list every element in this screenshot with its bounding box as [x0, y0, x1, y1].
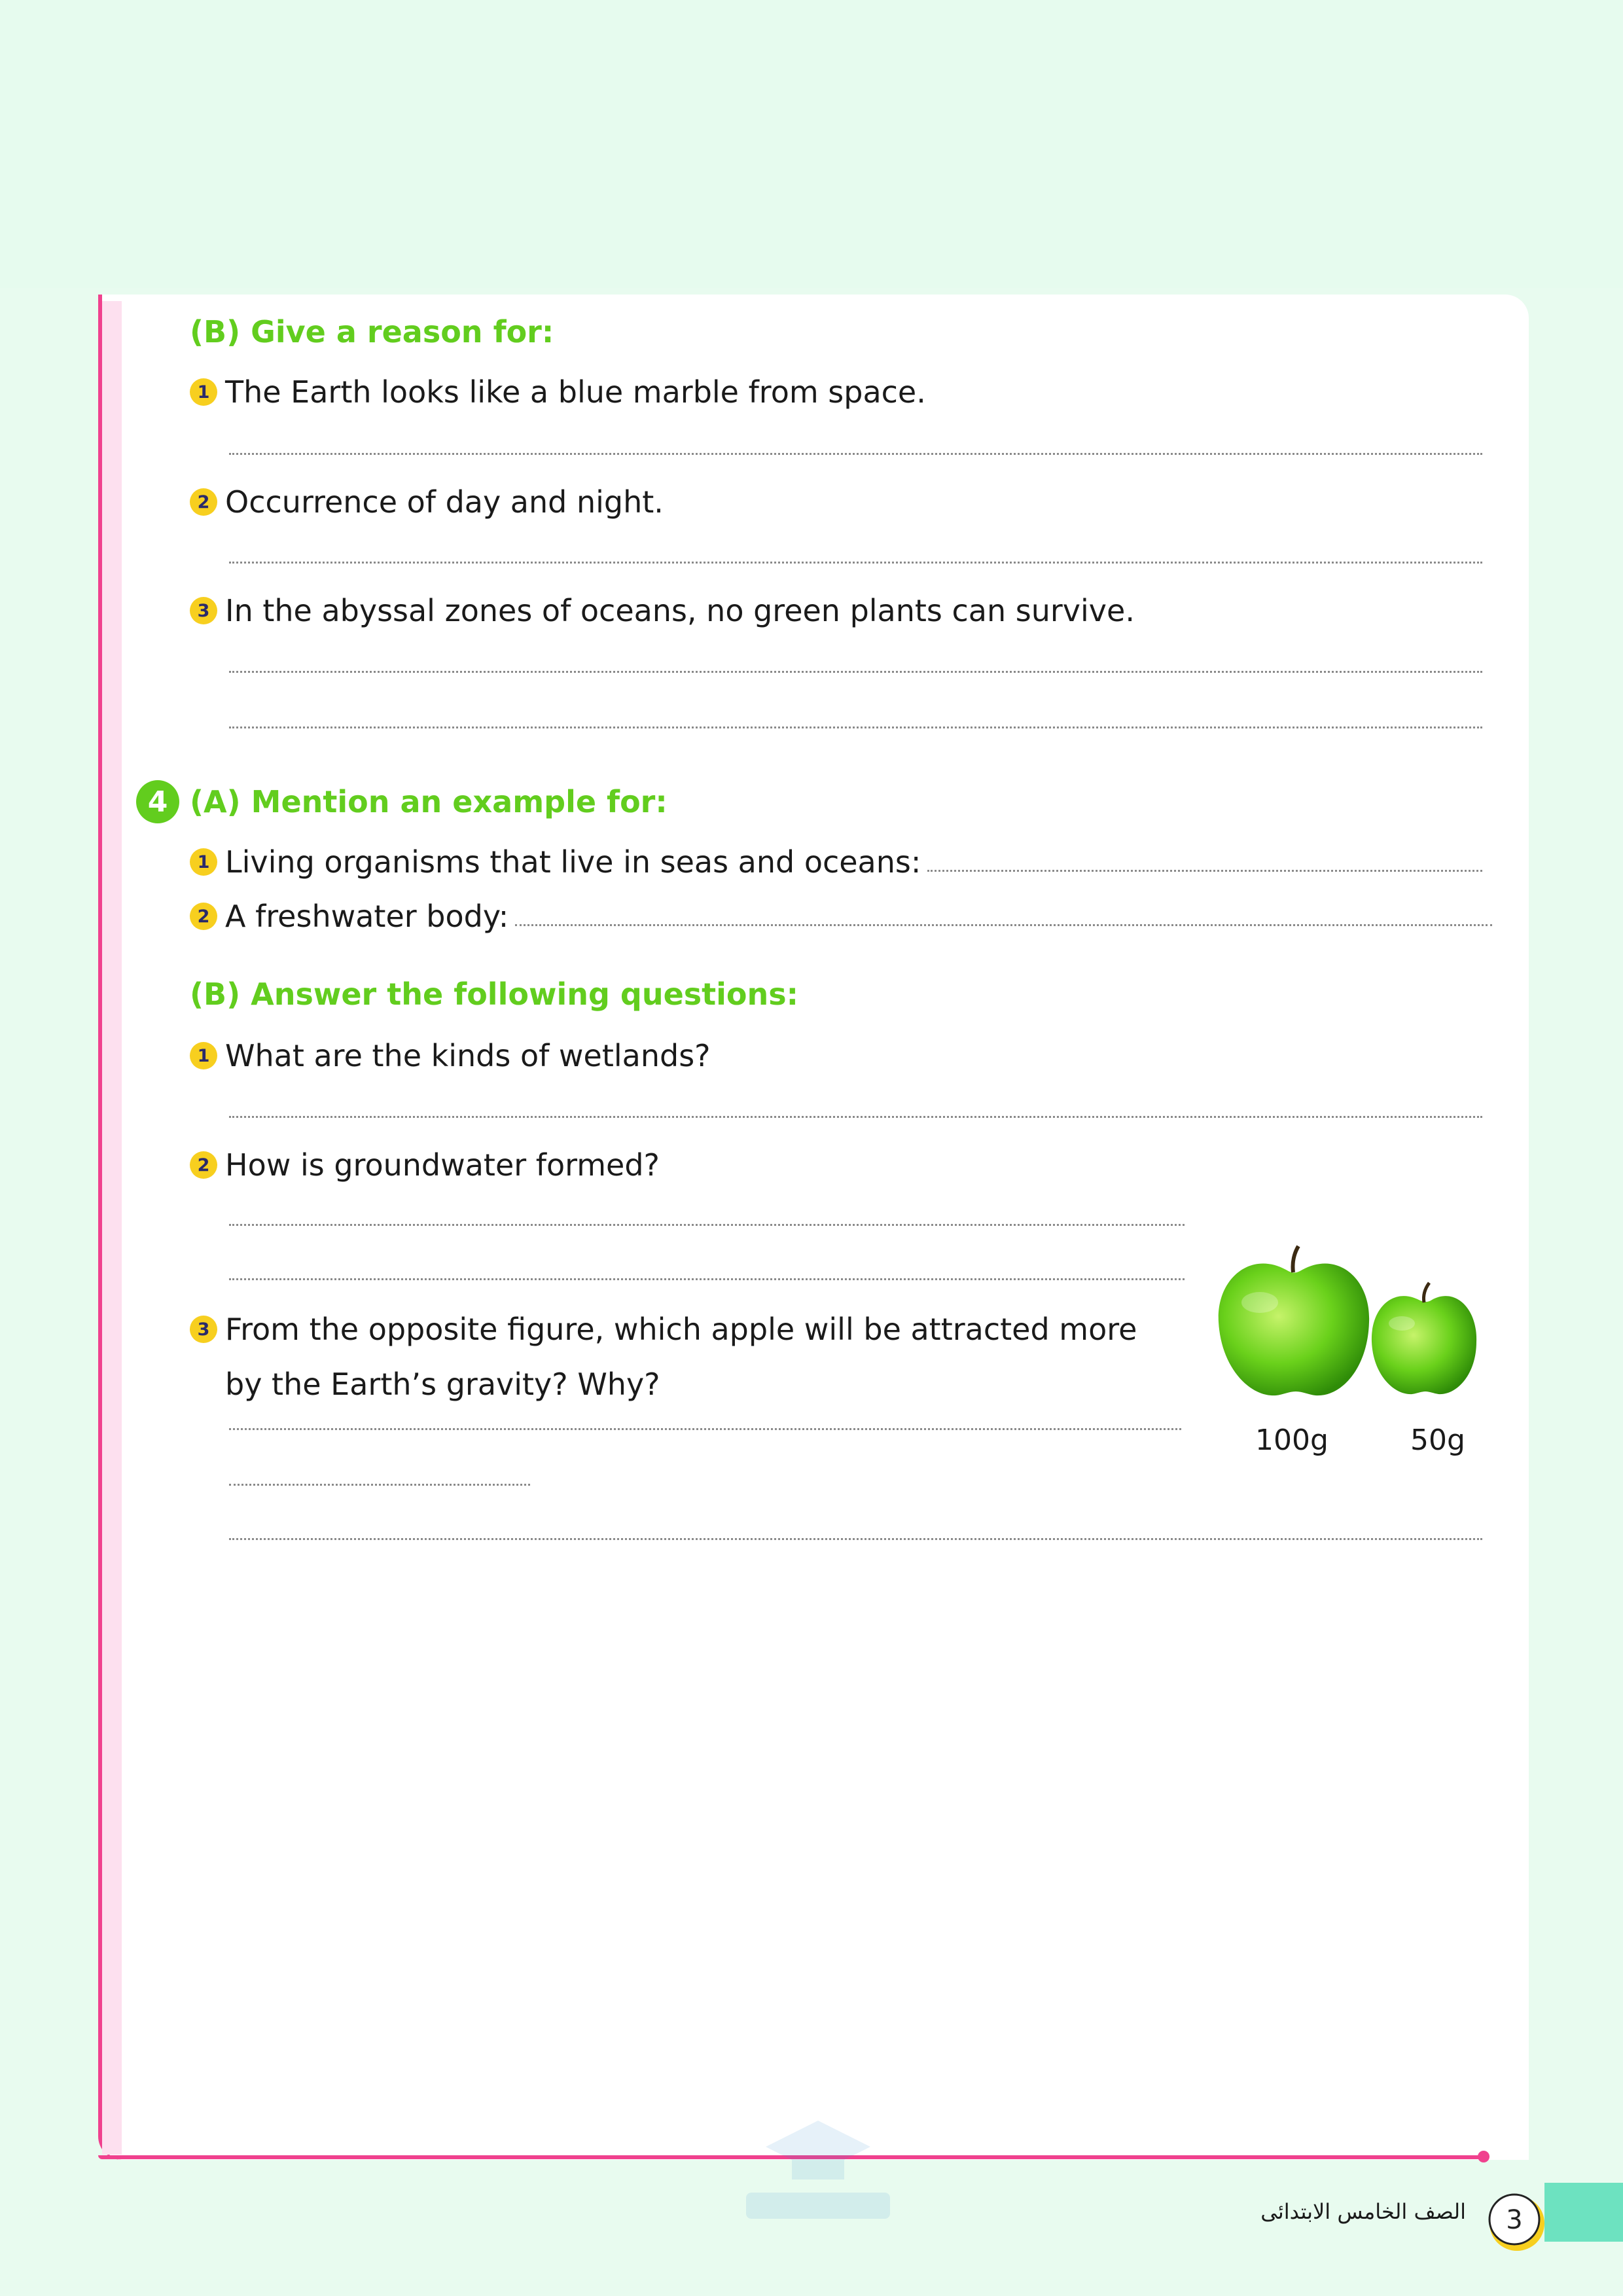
answer-line[interactable] — [229, 726, 1482, 728]
apples-figure — [1211, 1244, 1486, 1414]
page-top-band — [0, 0, 1623, 288]
section-heading-give-reason: (B) Give a reason for: — [190, 314, 554, 350]
answer-item-2 — [190, 1147, 660, 1183]
answer-line[interactable] — [927, 870, 1482, 872]
answer-line[interactable] — [229, 1538, 1482, 1540]
grade-label: الصف الخامس الابتدائى — [1260, 2199, 1466, 2224]
section-heading-mention-example: (A) Mention an example for: — [190, 784, 668, 819]
answer-line[interactable] — [229, 1484, 530, 1486]
reason-item-text: In the abyssal zones of oceans, no green plants can survive. — [225, 593, 1135, 628]
item-number-badge: 3 — [190, 1316, 217, 1343]
example-item-1 — [190, 844, 1482, 880]
example-item-text: A freshwater body: — [225, 899, 509, 934]
item-number-badge: 3 — [190, 597, 217, 624]
answer-line[interactable] — [229, 562, 1482, 564]
answer-line[interactable] — [229, 1428, 1181, 1430]
answer-line[interactable] — [515, 924, 1492, 926]
answer-item-1 — [190, 1038, 711, 1073]
answer-line[interactable] — [229, 671, 1482, 673]
example-item-2 — [190, 899, 1492, 934]
answer-line[interactable] — [229, 1224, 1185, 1226]
answer-line[interactable] — [229, 1116, 1482, 1118]
page-tab — [1544, 2183, 1623, 2242]
example-item-text: Living organisms that live in seas and oceans: — [225, 844, 921, 880]
answer-line[interactable] — [229, 1278, 1185, 1280]
reason-item-3 — [190, 593, 1135, 628]
answer-line[interactable] — [229, 453, 1482, 455]
item-number-badge: 1 — [190, 848, 217, 876]
apple-large-label: 100g — [1255, 1424, 1329, 1457]
bottom-rule-dot — [1478, 2151, 1489, 2162]
reason-item-1 — [190, 374, 926, 410]
item-number-badge: 2 — [190, 903, 217, 930]
apple-small-label: 50g — [1410, 1424, 1465, 1457]
answer-item-text: How is groundwater formed? — [225, 1147, 660, 1183]
section-heading-answer-questions: (B) Answer the following questions: — [190, 977, 799, 1012]
reason-item-text: The Earth looks like a blue marble from space. — [225, 374, 926, 410]
question-number-badge: 4 — [136, 780, 179, 823]
item-number-badge: 2 — [190, 1151, 217, 1179]
page-number: 3 — [1506, 2205, 1523, 2235]
reason-item-2 — [190, 484, 664, 520]
apple-large-icon — [1219, 1246, 1369, 1395]
item-number-badge: 2 — [190, 488, 217, 516]
page-number-badge — [1486, 2189, 1548, 2252]
answer-item-3 — [190, 1312, 1137, 1347]
worksheet-card — [98, 295, 1529, 2160]
item-number-badge: 1 — [190, 378, 217, 406]
margin-stripe — [102, 301, 122, 2155]
item-number-badge: 1 — [190, 1042, 217, 1069]
reason-item-text: Occurrence of day and night. — [225, 484, 664, 520]
apple-small-icon — [1372, 1283, 1476, 1394]
watermark-logo-icon — [720, 2108, 916, 2238]
answer-item-text: What are the kinds of wetlands? — [225, 1038, 711, 1073]
answer-item-text-continued: by the Earth’s gravity? Why? — [225, 1367, 660, 1402]
answer-item-text: From the opposite figure, which apple will be attracted more — [225, 1312, 1137, 1347]
